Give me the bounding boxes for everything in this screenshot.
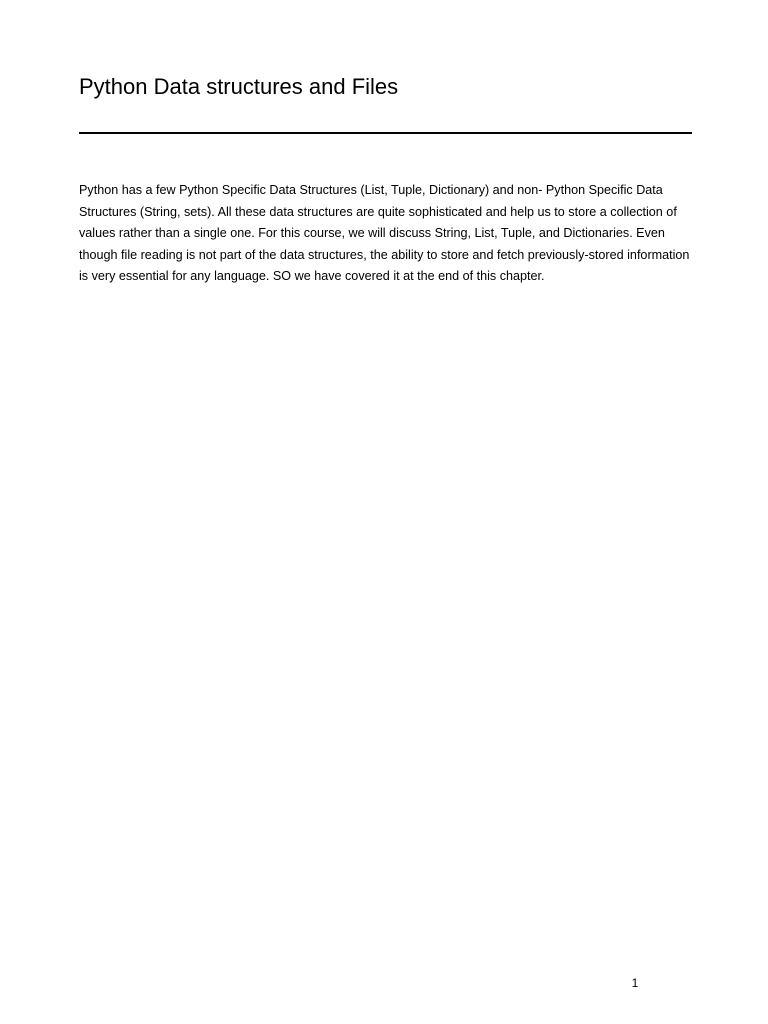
page-title: Python Data structures and Files (79, 74, 399, 99)
title-divider (79, 132, 692, 134)
page-number: 1 (631, 976, 639, 990)
intro-paragraph: Python has a few Python Specific Data Structures (List, Tuple, Dictionary) and non- Python Specific Data Structures (String, sets). All these data structures are quite sophisticated and help us to store a collection of values rather than a single one. For this course, we will discuss String, List, Tuple, and Dictionaries. Even though file reading is not part of the data structures, the ability to store and fetch previously-stored information is very essential for any language. SO we have covered it at the end of this chapter. (79, 183, 690, 283)
